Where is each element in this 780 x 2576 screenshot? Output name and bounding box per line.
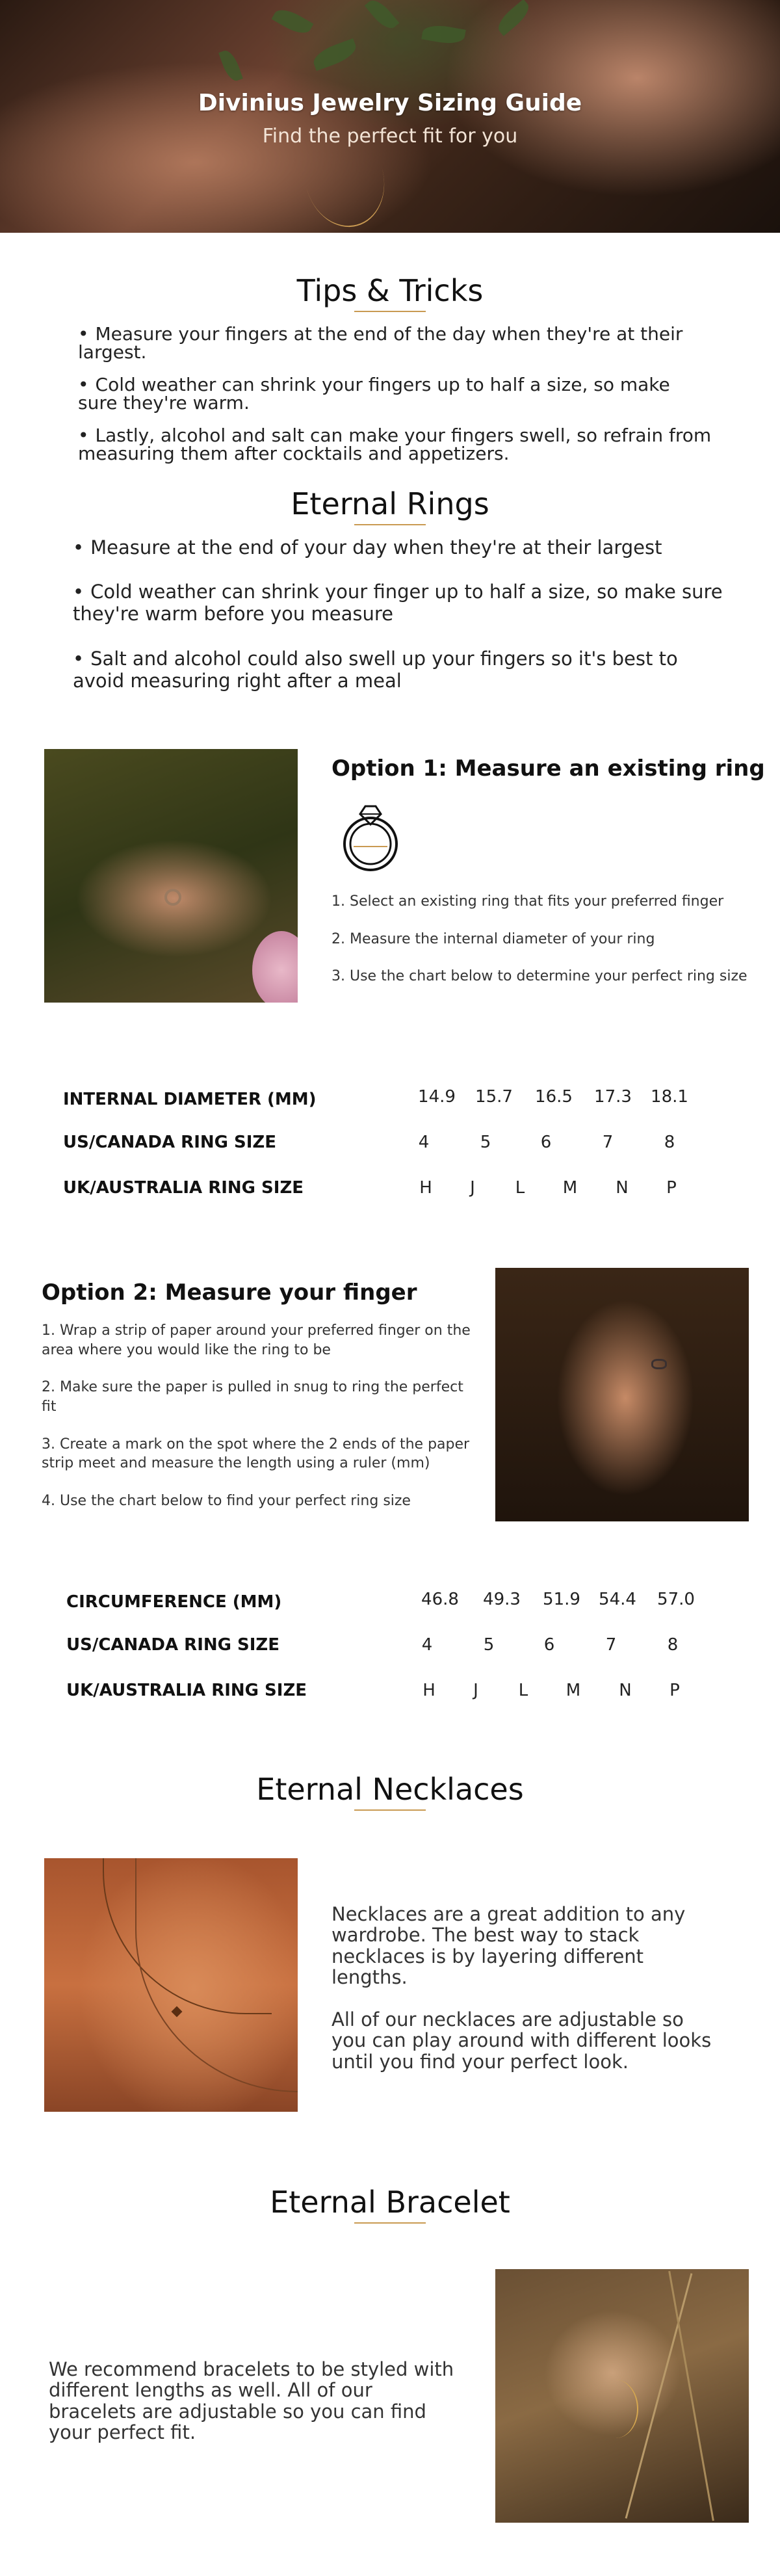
necklaces-text — [332, 1904, 722, 2072]
necklaces-paragraph: All of our necklaces are adjustable so you can play around with different looks until you find your perfect look. — [332, 2008, 712, 2073]
rings-item: • Cold weather can shrink your finger up to half a size, so make sure they're warm before you measure — [73, 581, 723, 625]
tips-item: • Cold weather can shrink your fingers up to half a size, so make sure they're warm. — [78, 376, 715, 412]
tips-list — [78, 325, 715, 477]
tips-item: • Measure your fingers at the end of the day when they're at their largest. — [78, 325, 715, 361]
bracelet-photo — [495, 2269, 749, 2523]
option1-step: 3. Use the chart below to determine your perfect ring size — [332, 968, 748, 985]
row-label: UK/AUSTRALIA RING SIZE — [63, 1178, 304, 1198]
rings-item: • Measure at the end of your day when they're at their largest — [73, 536, 723, 559]
option2-step: 4. Use the chart below to find your perfect ring size — [42, 1493, 411, 1510]
tips-title: Tips & Tricks — [296, 273, 484, 308]
option2-title: Option 2: Measure your finger — [42, 1280, 417, 1306]
option1-title: Option 1: Measure an existing ring — [332, 756, 765, 782]
table-cell: 49.3 — [483, 1590, 521, 1609]
table-row — [63, 1178, 752, 1204]
option1-steps — [332, 892, 760, 1005]
diameter-size-table — [63, 1087, 752, 1217]
table-cell: 8 — [667, 1635, 679, 1655]
table-cell: 14.9 — [418, 1087, 456, 1107]
necklaces-paragraph: Necklaces are a great addition to any wardrobe. The best way to stack necklaces is by layering different lengths. — [332, 1903, 686, 1989]
table-cell: 57.0 — [657, 1590, 695, 1609]
table-cell: 6 — [543, 1635, 555, 1655]
necklace-photo — [44, 1858, 298, 2112]
rings-list — [73, 536, 723, 706]
necklaces-underline — [354, 1809, 426, 1811]
table-cell: 4 — [418, 1133, 430, 1152]
table-cell: J — [473, 1681, 478, 1700]
row-label: UK/AUSTRALIA RING SIZE — [66, 1681, 307, 1700]
finger-hand-photo — [495, 1268, 749, 1521]
hero-title: Divinius Jewelry Sizing Guide — [198, 90, 582, 116]
table-row — [66, 1635, 755, 1661]
circumference-size-table — [66, 1590, 755, 1720]
option1-step: 1. Select an existing ring that fits your preferred finger — [332, 893, 724, 910]
bracelet-chain — [593, 2380, 638, 2438]
table-cell: 7 — [602, 1133, 614, 1152]
leaf-decoration — [218, 48, 243, 84]
option2-step: 2. Make sure the paper is pulled in snug to ring the perfect fit — [42, 1379, 463, 1415]
rings-item: • Salt and alcohol could also swell up your fingers so it's best to avoid measuring right after a meal — [73, 648, 723, 692]
table-cell: M — [566, 1681, 581, 1700]
table-row — [63, 1087, 752, 1113]
ring-hand-photo — [44, 749, 298, 1003]
bracelet-underline — [354, 2222, 426, 2224]
hero-subtitle: Find the perfect fit for you — [262, 125, 518, 148]
table-cell: N — [616, 1178, 629, 1198]
table-cell: 15.7 — [475, 1087, 513, 1107]
table-cell: 4 — [421, 1635, 433, 1655]
table-cell: 7 — [605, 1635, 617, 1655]
table-cell: 17.3 — [594, 1087, 632, 1107]
bracelet-paragraph: We recommend bracelets to be styled with different lengths as well. All of our bracelets are adjustable so you can find your perfect fit. — [49, 2358, 454, 2444]
row-label: CIRCUMFERENCE (MM) — [66, 1592, 282, 1612]
grass-decoration — [668, 2271, 714, 2521]
table-cell: N — [619, 1681, 632, 1700]
bracelet-title: Eternal Bracelet — [270, 2185, 510, 2220]
table-cell: H — [419, 1178, 432, 1198]
table-row — [63, 1133, 752, 1159]
row-label: INTERNAL DIAMETER (MM) — [63, 1090, 317, 1109]
rings-underline — [354, 524, 426, 525]
option2-step: 1. Wrap a strip of paper around your preferred finger on the area where you would like the ring to be — [42, 1322, 471, 1358]
table-cell: P — [666, 1178, 677, 1198]
option1-step: 2. Measure the internal diameter of your ring — [332, 930, 655, 947]
row-label: US/CANADA RING SIZE — [63, 1133, 277, 1152]
table-cell: 18.1 — [651, 1087, 688, 1107]
row-label: US/CANADA RING SIZE — [66, 1635, 280, 1655]
leaf-decoration — [421, 23, 466, 47]
rings-title: Eternal Rings — [291, 486, 489, 521]
table-cell: 46.8 — [421, 1590, 459, 1609]
table-cell: H — [422, 1681, 436, 1700]
table-cell: J — [470, 1178, 475, 1198]
leaf-decoration — [493, 0, 533, 36]
ring-on-finger — [651, 1359, 667, 1369]
option2-step: 3. Create a mark on the spot where the 2 ends of the paper strip meet and measure the length using a ruler (mm) — [42, 1436, 470, 1472]
tips-underline — [354, 311, 426, 312]
ring-icon — [339, 795, 402, 873]
hero-banner — [0, 0, 780, 233]
necklace-chain — [135, 1858, 298, 2092]
table-cell: M — [562, 1178, 578, 1198]
table-cell: L — [515, 1178, 525, 1198]
leaf-decoration — [272, 5, 314, 39]
table-row — [66, 1681, 755, 1707]
tips-item: • Lastly, alcohol and salt can make your fingers swell, so refrain from measuring them after cocktails and appetizers. — [78, 427, 715, 463]
flower-decoration — [252, 931, 298, 1003]
necklaces-title: Eternal Necklaces — [256, 1772, 524, 1807]
ring-on-finger — [164, 889, 181, 906]
table-row — [66, 1590, 755, 1616]
table-cell: 5 — [483, 1635, 495, 1655]
table-cell: L — [518, 1681, 528, 1700]
table-cell: 51.9 — [543, 1590, 580, 1609]
table-cell: 54.4 — [599, 1590, 636, 1609]
leaf-decoration — [365, 0, 400, 33]
table-cell: 6 — [540, 1133, 552, 1152]
table-cell: 8 — [664, 1133, 675, 1152]
table-cell: 16.5 — [535, 1087, 573, 1107]
leaf-decoration — [310, 38, 359, 71]
table-cell: 5 — [480, 1133, 491, 1152]
table-cell: P — [670, 1681, 680, 1700]
option2-steps — [42, 1321, 471, 1529]
